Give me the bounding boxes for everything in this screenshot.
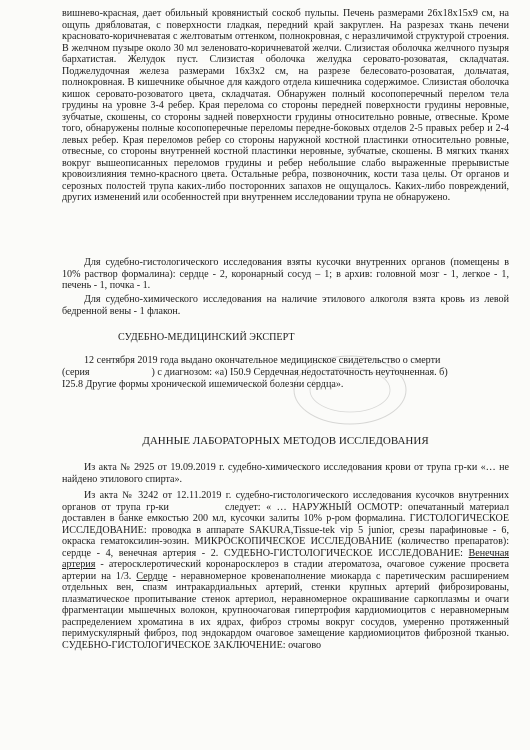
coronary-artery-label: Венечная артерия (62, 547, 509, 570)
lab-histology-paragraph (62, 490, 509, 651)
certificate-diagnosis-end: I25.8 Другие формы хронической ишемической болезни сердца». (62, 379, 344, 390)
heart-label: Сердце (136, 570, 168, 582)
lab-heading-text: ДАННЫЕ ЛАБОРАТОРНЫХ МЕТОДОВ ИССЛЕДОВАНИЯ (142, 435, 429, 447)
lab-chemistry-paragraph (62, 462, 509, 485)
certificate-diagnosis-text: ) с диагнозом: «а) I50.9 Сердечная недостаточность неуточненная. б) (151, 367, 448, 378)
lab-heading (62, 436, 509, 448)
histology-samples-text: Для судебно-гистологического исследования взяты кусочки внутренних органов (помещены в 10% раствор формалина): сердце - 2, коронарный сосуд – 1; в архив: головной мозг - 1, легкое - 1, печень - 1, почка - 1. (62, 257, 509, 291)
expert-signature-label (118, 332, 418, 344)
chemistry-sample-text: Для судебно-химического исследования на наличие этилового алкоголя взята кровь из левой бедренной вены - 1 флакон. (62, 294, 509, 317)
autopsy-text-1: вишнево-красная, дает обильный кровянистый соскоб пульпы. Печень размерами 26х18х15х9 см, на ощупь дрябловатая, с поверхности гладкая, передний край закруглен. На разрезах ткань печени красновато-коричневатая с желтоватым оттенком, полнокровная, с неразличимой структурой строения. В желчном пузыре около 30 мл зеленовато-коричневатой желчи. Слизистая оболочка желчного пузыря бархатистая. Желудок пуст. Слизистая оболочка желудка серовато-розоватая, складчатая. Поджелудочная железа размерами 16х3х2 см, на разрезе белесовато-розоватая, дольчатая, полнокровная. В кишечнике обычное для каждого отдела кишечника содержимое. Слизистая оболочка кишок серовато-розоватого цвета, складчатая. Обнаружен полный косопоперечный перелом тела грудины на уровне 3-4 ребер. Края перелома со стороны передней поверхности грудины неровные, зубчатые, скошены, со стороны задней поверхности грудины относительно ровные, отвесные. Кроме того, обнаружены полные косопоперечные переломы передне-боковых отделов 2-5 правых ребер и 2-4 левых ребер. Края переломов ребер со стороны наружной костной пластинки относительно ровные, отвесные, со стороны внутренней костной пластинки неровные, зубчатые, скошены. В мягких тканях вокруг вышеописанных переломов грудины и ребер небольшие слабо выраженные прерывистые кровоизлияния темно-красного цвета. Остальные ребра, позвоночник, кости таза целы. От органов и серозных полостей трупа каких-либо посторонних запахов не ощущалось. Каких-либо повреждений, других изменений или особенностей при внутреннем исследовании трупа не обнаружено. (62, 8, 509, 203)
certificate-line-2 (62, 367, 509, 379)
autopsy-paragraph-chemistry-sample (62, 294, 509, 317)
autopsy-paragraph-internal (62, 8, 509, 204)
certificate-series-label: (серия (62, 367, 90, 378)
certificate-line-1 (62, 355, 509, 367)
histology-intro-text: Из акта № 3242 от 12.11.2019 г. судебно-гистологического исследования кусочков внутренних органов от трупа гр-ки (62, 490, 509, 513)
coronary-artery-text: - атеросклеротический коронаросклероз в стадии атероматоза, очаговое сужение просвета артерии на 1/3. (62, 559, 509, 582)
histology-follow-text: следует: « … НАРУЖНЫЙ ОСМОТР: опечатанный материал доставлен в банке емкостью 200 мл, кусочки залиты 10% р-ром формалина. ГИСТОЛОГИЧЕСКОЕ ИССЛЕДОВАНИЕ: проводка в аппарате SAKURA,Tissue-tek vip 5 junior, срезы парафиновые - 6, окраска гематоксилин-эозин. МИКРОСКОПИЧЕСКОЕ ИССЛЕДОВАНИЕ (количество препаратов): сердце - 4, венечная артерия - 2. СУДЕБНО-ГИСТОЛОГИЧЕСКОЕ ИССЛЕДОВАНИЕ: (62, 501, 509, 559)
certificate-line-3 (62, 379, 509, 391)
autopsy-paragraph-histology-samples (62, 257, 509, 292)
heart-text: - неравномерное кровенаполнение миокарда с паретическим расширением отдельных вен, спазм интракардиальных артерий, стенки крупных артерий фиброзированы, плазматическое пропитывание стенок артериол, неравномерное окрашивание саркоплазмы и очаги фрагментации мышечных волокон, крупноочаговая гипертрофия кардиомиоцитов с неравномерным распределением хроматина в их ядрах, фиброз стромы вокруг сосудов, умеренно протяженный перимускулярный фиброз, под эндокардом очаговое замещение кардиомиоцитов фиброзной тканью. СУДЕБНО-ГИСТОЛОГИЧЕСКОЕ ЗАКЛЮЧЕНИЕ: очагово (62, 570, 509, 651)
certificate-text-1: 12 сентября 2019 года выдано окончательное медицинское свидетельство о смерти (84, 355, 441, 366)
expert-label: СУДЕБНО-МЕДИЦИНСКИЙ ЭКСПЕРТ (118, 332, 295, 343)
lab-chemistry-text: Из акта № 2925 от 19.09.2019 г. судебно-химического исследования крови от трупа гр-ки «… не найдено этилового спирта». (62, 462, 509, 485)
